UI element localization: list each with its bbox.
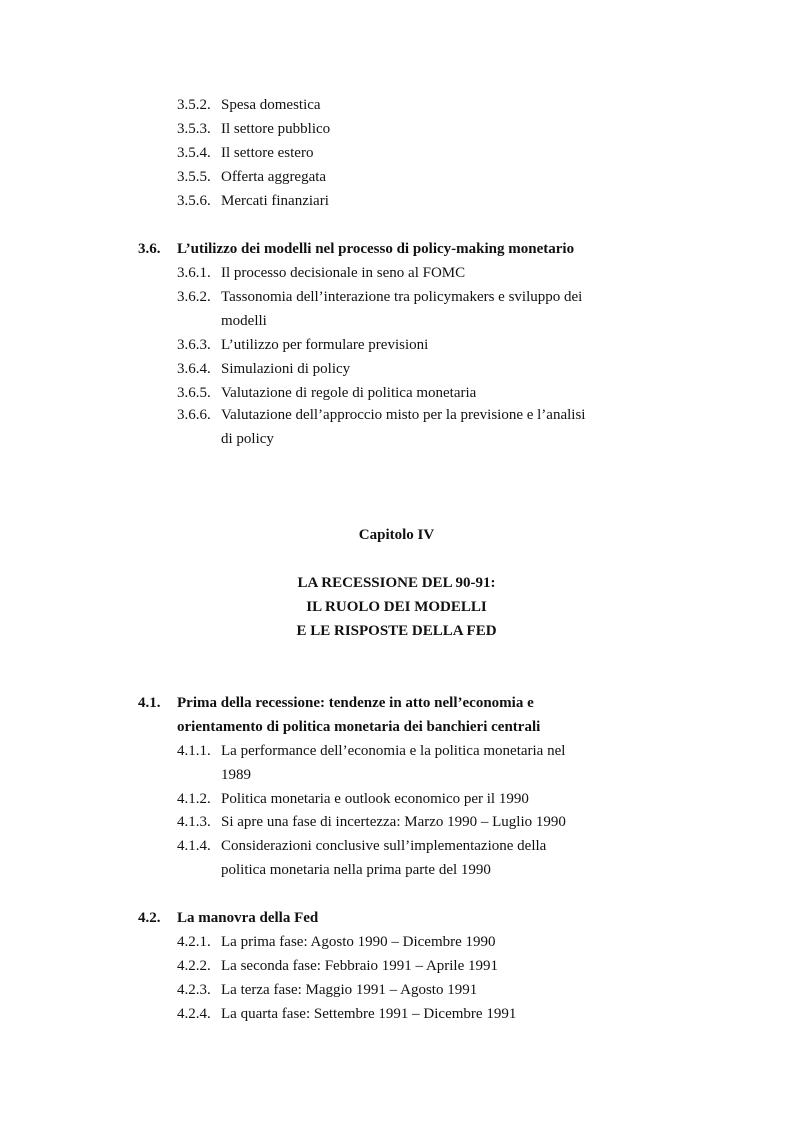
toc-entry-title: Il processo decisionale in seno al FOMC [221,265,466,281]
toc-entry-number: 4.2.1. [177,934,211,950]
toc-entry-number: 4.1.3. [177,814,211,830]
toc-entry-number: 3.6.6. [177,407,211,423]
toc-entry-title: La performance dell’economia e la politica monetaria nel [221,743,566,759]
toc-entry-title: La quarta fase: Settembre 1991 – Dicembre 1991 [221,1006,517,1022]
toc-entry-title-continuation: politica monetaria nella prima parte del 1990 [221,862,491,878]
section-number: 3.6. [138,241,161,257]
toc-entry-number: 3.6.2. [177,289,211,305]
toc-entry-title: Simulazioni di policy [221,361,351,377]
toc-entry-title: Considerazioni conclusive sull’implementazione della [221,838,547,854]
toc-entry-number: 3.5.4. [177,145,211,161]
toc-entry-number: 3.6.1. [177,265,211,281]
toc-entry-title: Si apre una fase di incertezza: Marzo 1990 – Luglio 1990 [221,814,566,830]
toc-entry-title: Politica monetaria e outlook economico per il 1990 [221,791,529,807]
toc-entry-title: Offerta aggregata [221,169,327,185]
toc-entry-title: Il settore estero [221,145,314,161]
section-title: La manovra della Fed [177,910,319,926]
chapter-title-line-2: IL RUOLO DEI MODELLI [306,599,487,615]
chapter-title-line-3: E LE RISPOSTE DELLA FED [296,623,497,639]
toc-entry-number: 4.1.1. [177,743,211,759]
chapter-title-line-1: LA RECESSIONE DEL 90-91: [297,575,496,591]
toc-entry-title: Valutazione dell’approccio misto per la previsione e l’analisi [221,407,586,423]
toc-entry-number: 3.5.3. [177,121,211,137]
toc-entry-number: 3.6.3. [177,337,211,353]
toc-entry-title: La terza fase: Maggio 1991 – Agosto 1991 [221,982,478,998]
toc-entry-title: Valutazione di regole di politica monetaria [221,385,477,401]
toc-entry-title-continuation: 1989 [221,767,251,783]
toc-entry-number: 4.1.2. [177,791,211,807]
toc-entry-number: 4.2.3. [177,982,211,998]
toc-entry-title: L’utilizzo per formulare previsioni [221,337,429,353]
toc-entry-title: Spesa domestica [221,97,321,113]
toc-entry-title: Tassonomia dell’interazione tra policymakers e sviluppo dei [221,289,583,305]
section-title: L’utilizzo dei modelli nel processo di policy-making monetario [177,241,575,257]
toc-entry-number: 4.2.4. [177,1006,211,1022]
toc-entry-number: 3.5.5. [177,169,211,185]
toc-entry-number: 3.6.4. [177,361,211,377]
toc-entry-title: Mercati finanziari [221,193,329,209]
toc-entry-title-continuation: modelli [221,313,267,329]
toc-entry-title: La seconda fase: Febbraio 1991 – Aprile 1991 [221,958,499,974]
section-title: Prima della recessione: tendenze in atto nell’economia e [177,695,534,711]
toc-entry-number: 3.6.5. [177,385,211,401]
toc-entry-number: 4.2.2. [177,958,211,974]
toc-entry-number: 3.5.2. [177,97,211,113]
toc-entry-number: 4.1.4. [177,838,211,854]
chapter-label: Capitolo IV [358,527,435,543]
section-number: 4.2. [138,910,161,926]
toc-entry-number: 3.5.6. [177,193,211,209]
toc-entry-title: Il settore pubblico [221,121,331,137]
toc-entry-title: La prima fase: Agosto 1990 – Dicembre 1990 [221,934,496,950]
section-title-continuation: orientamento di politica monetaria dei banchieri centrali [177,719,541,735]
toc-entry-title-continuation: di policy [221,431,274,447]
section-number: 4.1. [138,695,161,711]
